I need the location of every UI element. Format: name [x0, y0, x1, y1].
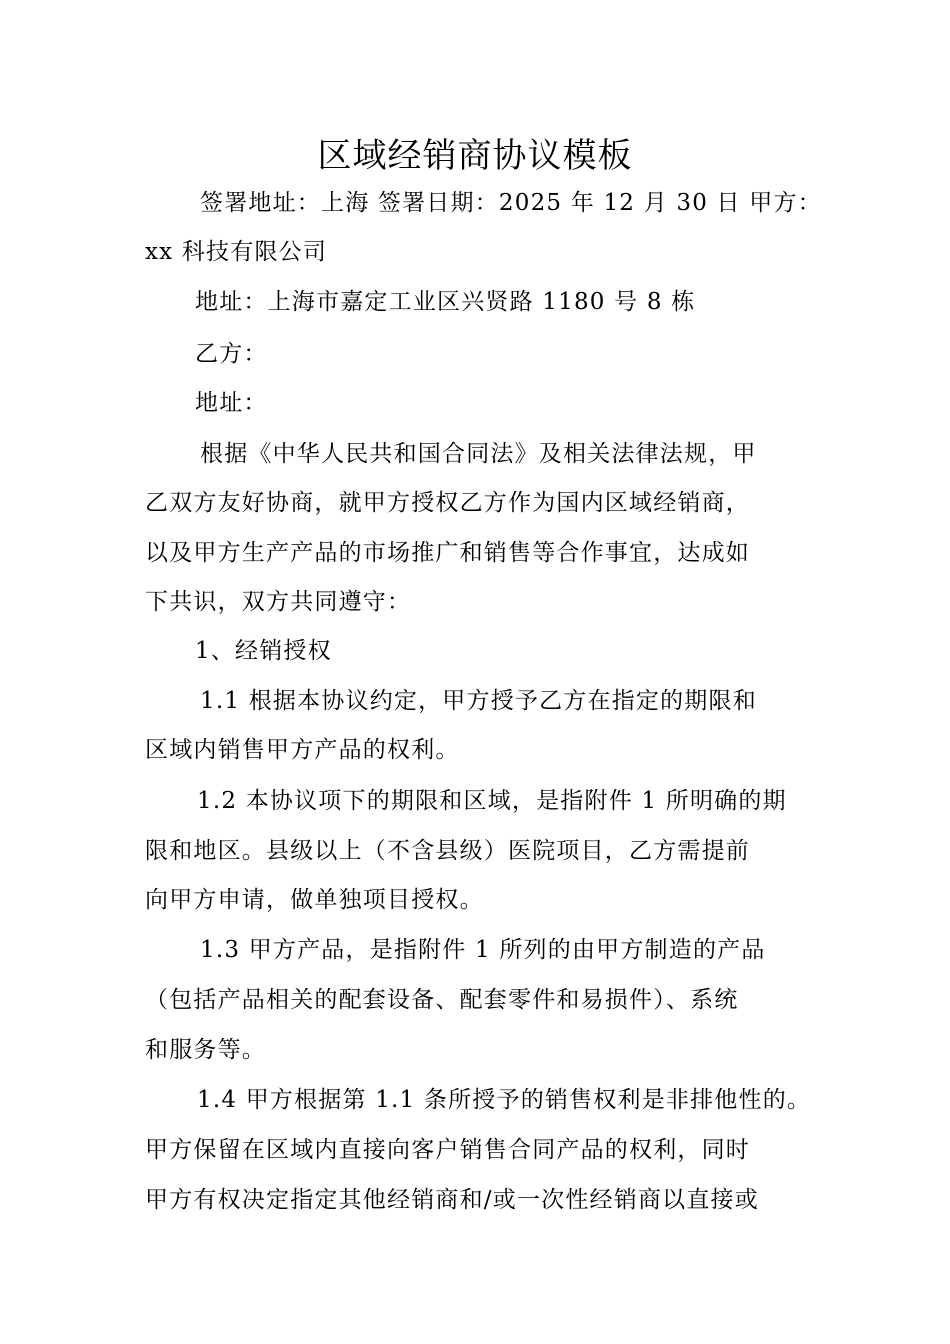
- text-line: 地址：上海市嘉定工业区兴贤路 1180 号 8 栋: [195, 289, 696, 315]
- text-line: 和服务等。: [145, 1037, 266, 1063]
- section-heading: 1、经销授权: [195, 638, 332, 664]
- text-line: 乙方：: [195, 341, 268, 367]
- text-line: 乙双方友好协商，就甲方授权乙方作为国内区域经销商，: [145, 490, 750, 516]
- text-line: 1.2 本协议项下的期限和区域，是指附件 1 所明确的期: [197, 788, 787, 814]
- text-line: 地址：: [195, 390, 268, 416]
- text-line: 向甲方申请，做单独项目授权。: [145, 887, 484, 913]
- text-line: 以及甲方生产产品的市场推广和销售等合作事宜，达成如: [145, 540, 750, 566]
- text-line: 1.3 甲方产品，是指附件 1 所列的由甲方制造的产品: [200, 937, 766, 963]
- document-title: 区域经销商协议模板: [317, 136, 633, 176]
- text-line: 下共识，双方共同遵守：: [145, 589, 412, 615]
- text-line: 签署地址：上海 签署日期：2025 年 12 月 30 日 甲方：: [200, 190, 822, 216]
- text-line: 1.1 根据本协议约定，甲方授予乙方在指定的期限和: [200, 688, 757, 714]
- text-line: xx 科技有限公司: [145, 239, 328, 265]
- text-line: 甲方保留在区域内直接向客户销售合同产品的权利，同时: [145, 1137, 750, 1163]
- text-line: 甲方有权决定指定其他经销商和/或一次性经销商以直接或: [145, 1187, 759, 1213]
- text-line: 限和地区。县级以上（不含县级）医院项目，乙方需提前: [145, 838, 750, 864]
- text-line: （包括产品相关的配套设备、配套零件和易损件）、系统: [145, 987, 739, 1013]
- text-line: 1.4 甲方根据第 1.1 条所授予的销售权利是非排他性的。: [197, 1087, 812, 1113]
- text-line: 根据《中华人民共和国合同法》及相关法律法规，甲: [200, 441, 757, 467]
- text-line: 区域内销售甲方产品的权利。: [145, 737, 460, 763]
